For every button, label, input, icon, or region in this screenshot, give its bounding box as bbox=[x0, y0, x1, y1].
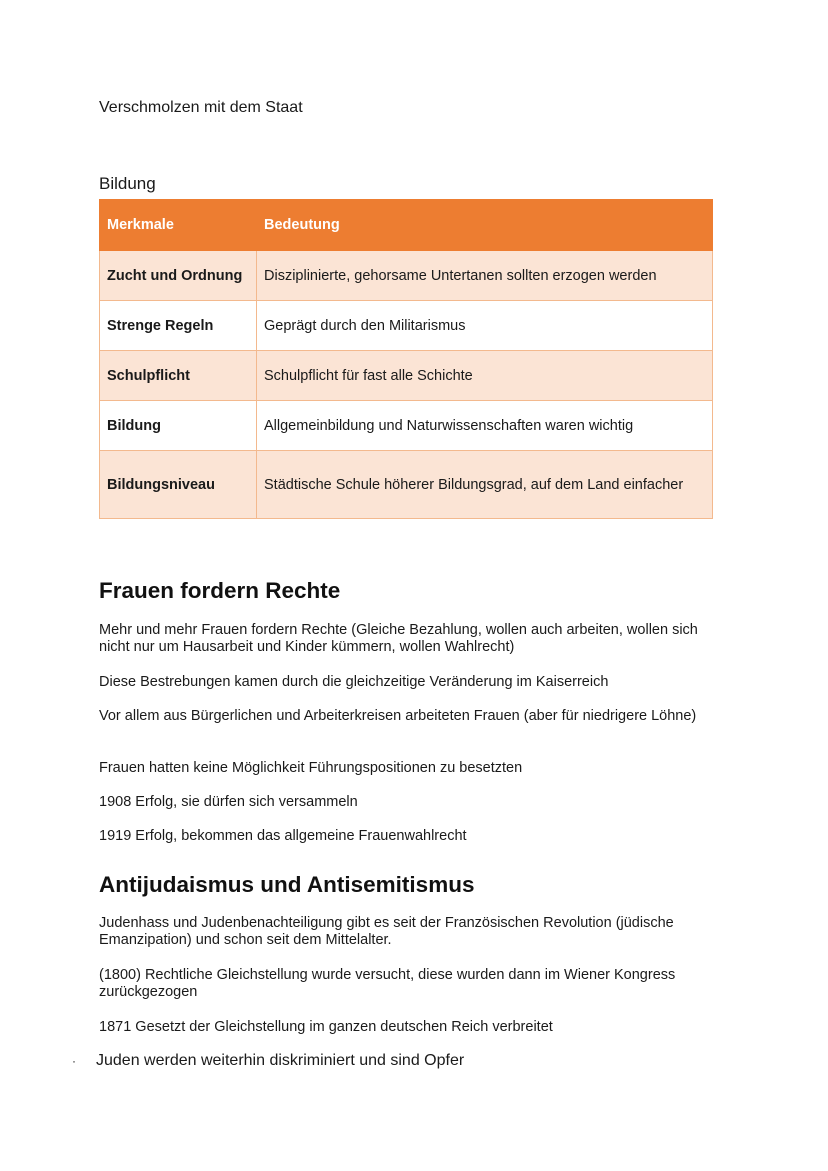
row-key: Bildungsniveau bbox=[100, 451, 257, 519]
paragraph: Diese Bestrebungen kamen durch die gleichzeitige Veränderung im Kaiserreich bbox=[99, 674, 609, 690]
paragraph: (1800) Rechtliche Gleichstellung wurde versucht, diese wurden dann im Wiener Kongress zurückgezogen bbox=[99, 967, 676, 1000]
paragraph: 1871 Gesetzt der Gleichstellung im ganzen deutschen Reich verbreitet bbox=[99, 1019, 553, 1035]
intro-text: Verschmolzen mit dem Staat bbox=[99, 99, 303, 116]
row-key: Bildung bbox=[100, 401, 257, 451]
table-header-row bbox=[100, 200, 713, 251]
bullet-dot-icon: · bbox=[72, 1053, 76, 1068]
row-key: Strenge Regeln bbox=[100, 301, 257, 351]
bildung-table bbox=[99, 199, 713, 519]
table-row bbox=[100, 451, 713, 519]
section-heading-antijudaismus: Antijudaismus und Antisemitismus bbox=[99, 872, 475, 897]
paragraph: Judenhass und Judenbenachteiligung gibt es seit der Französischen Revolution (jüdische Emanzipation) und schon seit dem Mittelalter. bbox=[99, 915, 674, 948]
paragraph: Frauen hatten keine Möglichkeit Führungspositionen zu besetzten bbox=[99, 760, 523, 776]
table-row bbox=[100, 251, 713, 301]
row-key: Zucht und Ordnung bbox=[100, 251, 257, 301]
row-value: Städtische Schule höherer Bildungsgrad, auf dem Land einfacher bbox=[257, 451, 713, 519]
row-value: Allgemeinbildung und Naturwissenschaften waren wichtig bbox=[257, 401, 713, 451]
table-row bbox=[100, 351, 713, 401]
paragraph: Mehr und mehr Frauen fordern Rechte (Gleiche Bezahlung, wollen auch arbeiten, wollen sich nicht nur um Hausarbeit und Kinder kümmern, wollen Wahlrecht) bbox=[99, 622, 698, 655]
row-key: Schulpflicht bbox=[100, 351, 257, 401]
bullet-text: Juden werden weiterhin diskriminiert und sind Opfer bbox=[96, 1052, 465, 1069]
table-caption: Bildung bbox=[99, 174, 156, 193]
section-heading-frauen: Frauen fordern Rechte bbox=[99, 578, 341, 603]
row-value: Disziplinierte, gehorsame Untertanen sollten erzogen werden bbox=[257, 251, 713, 301]
row-value: Geprägt durch den Militarismus bbox=[257, 301, 713, 351]
table-row bbox=[100, 301, 713, 351]
bullet-item bbox=[72, 1052, 464, 1070]
paragraph: Vor allem aus Bürgerlichen und Arbeiterkreisen arbeiteten Frauen (aber für niedrigere Löhne) bbox=[99, 708, 697, 724]
row-value: Schulpflicht für fast alle Schichte bbox=[257, 351, 713, 401]
header-merkmale: Merkmale bbox=[100, 200, 257, 251]
table-row bbox=[100, 401, 713, 451]
paragraph: 1908 Erfolg, sie dürfen sich versammeln bbox=[99, 794, 358, 810]
header-bedeutung: Bedeutung bbox=[257, 200, 713, 251]
paragraph: 1919 Erfolg, bekommen das allgemeine Frauenwahlrecht bbox=[99, 828, 467, 844]
